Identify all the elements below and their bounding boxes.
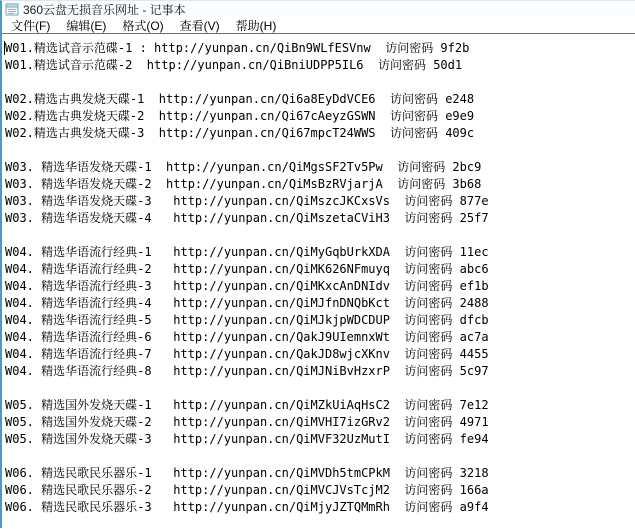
text-line: W06. 精选民歌民乐器乐-3 http://yunpan.cn/QiMjyJZTQMmRh 访问密码 a9f4 [5, 500, 489, 514]
text-line: W04. 精选华语流行经典-1 http://yunpan.cn/QiMyGqbUrkXDA 访问密码 11ec [5, 245, 489, 259]
text-line: W02.精选古典发烧天碟-2 http://yunpan.cn/Qi67cAeyzGSWN 访问密码 e9e9 [5, 109, 475, 123]
text-editor[interactable] [2, 34, 635, 529]
text-line: W01.精选试音示范碟-2 http://yunpan.cn/QiBniUDPP5IL6 访问密码 50d1 [5, 58, 463, 72]
text-line: W05. 精选国外发烧天碟-1 http://yunpan.cn/QiMZkUiAqHsC2 访问密码 7e12 [5, 398, 489, 412]
text-line: W01.精选试音示范碟-1 : http://yunpan.cn/QiBn9WLfESVnw 访问密码 9f2b [5, 41, 470, 55]
text-line [5, 74, 635, 91]
text-line: W03. 精选华语发烧天碟-4 http://yunpan.cn/QiMszetaCViH3 访问密码 25f7 [5, 211, 489, 225]
menu-help[interactable]: 帮助(H) [235, 18, 277, 33]
menu-edit[interactable]: 编辑(E) [66, 18, 107, 33]
text-line: W04. 精选华语流行经典-6 http://yunpan.cn/QakJ9UIemnxWt 访问密码 ac7a [5, 330, 489, 344]
text-line: W06. 精选民歌民乐器乐-2 http://yunpan.cn/QiMVCJVsTcjM2 访问密码 166a [5, 483, 489, 497]
text-line [5, 227, 635, 244]
text-line [5, 380, 635, 397]
text-line [5, 448, 635, 465]
menubar [2, 17, 635, 34]
text-line: W04. 精选华语流行经典-7 http://yunpan.cn/QakJD8wjcXKnv 访问密码 4455 [5, 347, 489, 361]
window-title: 360云盘无损音乐网址 - 记事本 [23, 2, 186, 17]
notepad-icon [5, 3, 19, 16]
text-line: W04. 精选华语流行经典-4 http://yunpan.cn/QiMJfnDNQbKct 访问密码 2488 [5, 296, 489, 310]
menu-view[interactable]: 查看(V) [179, 18, 220, 33]
text-line: W04. 精选华语流行经典-2 http://yunpan.cn/QiMK626NFmuyq 访问密码 abc6 [5, 262, 489, 276]
text-line: W05. 精选国外发烧天碟-2 http://yunpan.cn/QiMVHI7izGRv2 访问密码 4971 [5, 415, 489, 429]
menu-file[interactable]: 文件(F) [11, 18, 51, 33]
text-line: W04. 精选华语流行经典-8 http://yunpan.cn/QiMJNiBvHzxrP 访问密码 5c97 [5, 364, 489, 378]
text-line: W02.精选古典发烧天碟-1 http://yunpan.cn/Qi6a8EyDdVCE6 访问密码 e248 [5, 92, 475, 106]
text-line: W04. 精选华语流行经典-3 http://yunpan.cn/QiMKxcAnDNIdv 访问密码 ef1b [5, 279, 489, 293]
text-line [5, 142, 635, 159]
text-line: W03. 精选华语发烧天碟-2 http://yunpan.cn/QiMsBzRVjarjA 访问密码 3b68 [5, 177, 482, 191]
text-lines [5, 40, 635, 516]
text-line: W02.精选古典发烧天碟-3 http://yunpan.cn/Qi67mpcT24WWS 访问密码 409c [5, 126, 475, 140]
text-line: W03. 精选华语发烧天碟-3 http://yunpan.cn/QiMszcJKCxsVs 访问密码 877e [5, 194, 489, 208]
text-line: W06. 精选民歌民乐器乐-1 http://yunpan.cn/QiMVDh5tmCPkM 访问密码 3218 [5, 466, 489, 480]
menu-format[interactable]: 格式(O) [122, 18, 164, 33]
text-line: W03. 精选华语发烧天碟-1 http://yunpan.cn/QiMgsSF2Tv5Pw 访问密码 2bc9 [5, 160, 482, 174]
text-line: W04. 精选华语流行经典-5 http://yunpan.cn/QiMJkjpWDCDUP 访问密码 dfcb [5, 313, 489, 327]
text-line: W05. 精选国外发烧天碟-3 http://yunpan.cn/QiMVF32UzMutI 访问密码 fe94 [5, 432, 489, 446]
text-caret [4, 41, 5, 55]
